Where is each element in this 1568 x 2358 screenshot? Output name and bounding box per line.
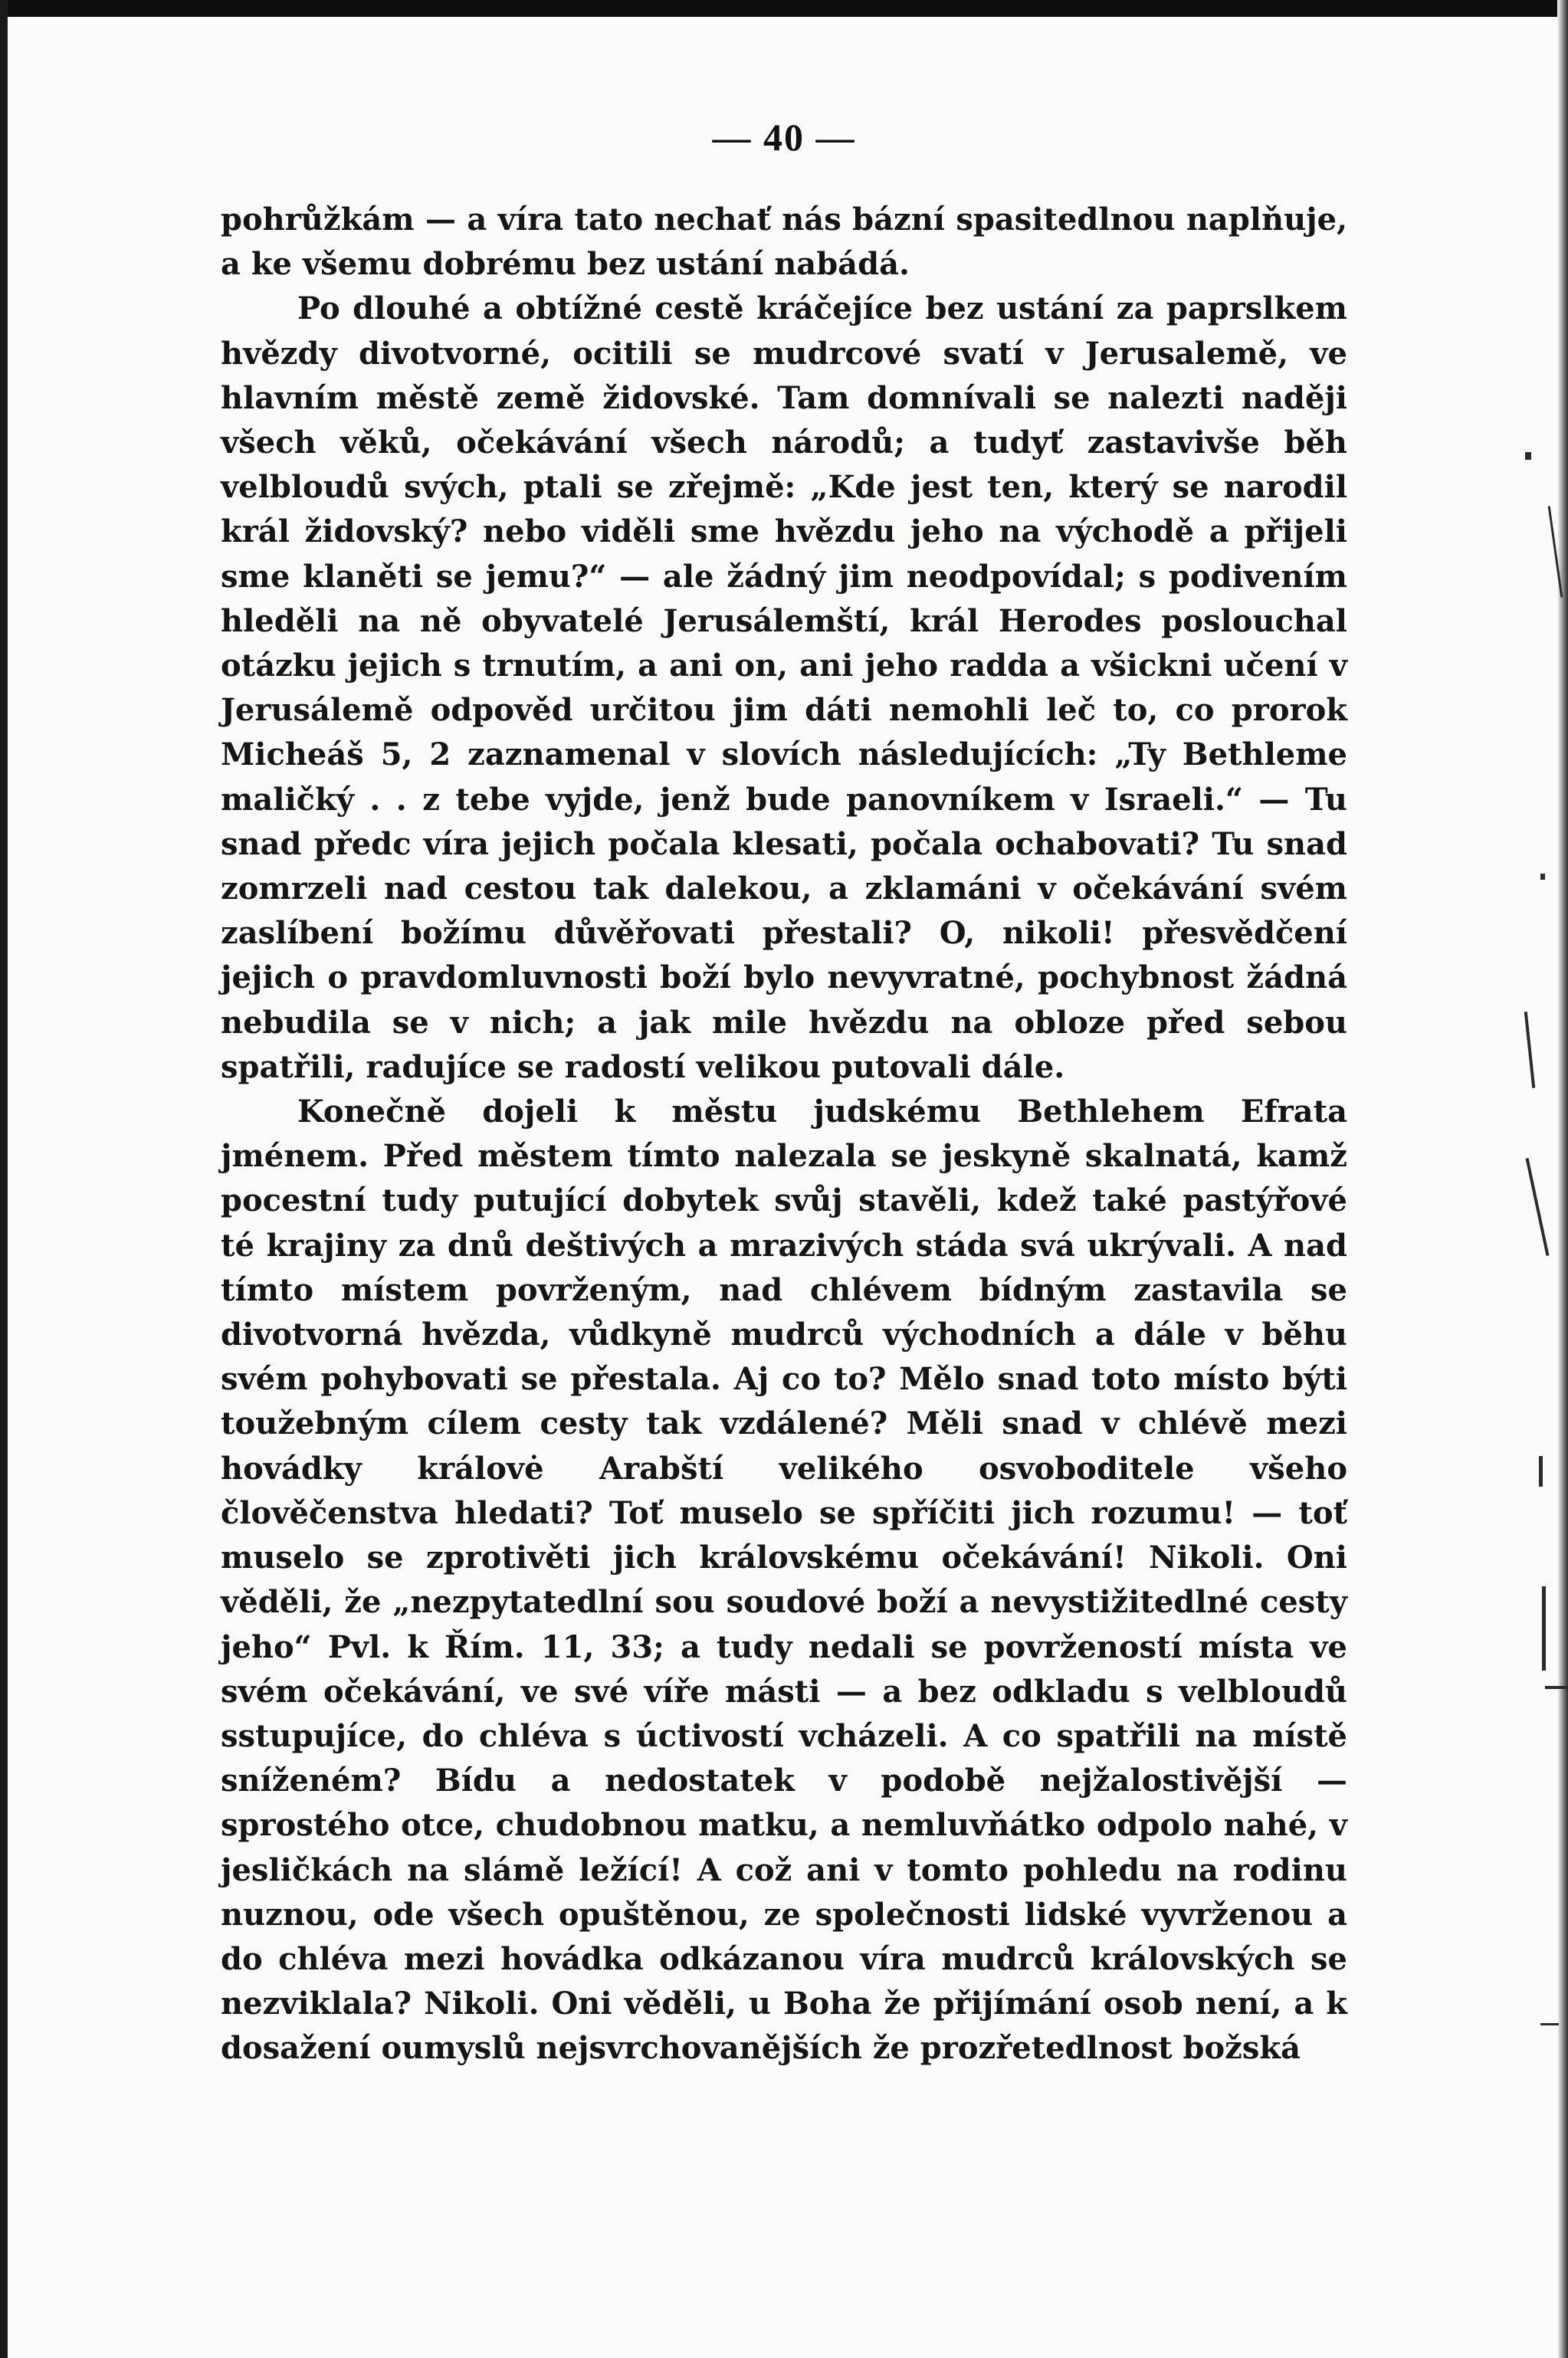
margin-mark: [1542, 1586, 1546, 1671]
margin-mark: [1540, 2023, 1559, 2025]
margin-mark: [1539, 1456, 1543, 1487]
paragraph-2: Po dlouhé a obtížné cestě kráčejíce bez ustání za paprslkem hvězdy divotvorné, ocitili se mudrcové svatí v Jerusalemě, ve hlavním městě země židovské. Tam domnívali se nalezti naději všech věků, očekávání všech národů; a tudyť zastavivše běh velbloudů svých, ptali se zřejmě: „Kde jest ten, který se narodil král židovský? nebo viděli sme hvězdu jeho na východě a přijeli sme klaněti se jemu?“ — ale žádný jim neodpovídal; s podivením hleděli na ně obyvatelé Jerusálemští, král Herodes poslouchal otázku jejich s trnutím, a ani on, ani jeho radda a všickni učení v Jerusálemě odpověd určitou jim dáti nemohli leč to, co prorok Micheáš 5, 2 zaznamenal v slovích následujících: „Ty Bethleme maličký . . z tebe vyjde, jenž bude panovníkem v Israeli.“ — Tu snad předc víra jejich počala klesati, počala ochabovati? Tu snad zomrzeli nad cestou tak dalekou, a zklamáni v očekávání svém zaslíbení božímu důvěřovati přestali? O, nikoli! přesvědčení jejich o pravdomluvnosti boží bylo nevyvratné, pochybnost žádná nebudila se v nich; a jak mile hvězdu na obloze před sebou spatřili, radujíce se radostí velikou putovali dále.: [221, 290, 1347, 1085]
paragraph-3: Konečně dojeli k městu judskému Bethlehem Efrata jménem. Před městem tímto nalezala se jeskyně skalnatá, kamž pocestní tudy putující dobytek svůj stavěli, kdež také pastýřové té krajiny za dnů deštivých a mrazivých stáda svá ukrývali. A nad tímto místem povrženým, nad chlévem bídným zastavila se divotvorná hvězda, vůdkyně mudrců východních a dále v běhu svém pohybovati se přestala. Aj co to? Mělo snad toto místo býti toužebným cílem cesty tak vzdálené? Měli snad v chlévě mezi hovádky královė Arabští velikého osvoboditele všeho člověčenstva hledati? Toť muselo se spříčiti jich rozumu! — toť muselo se zprotivěti jich královskému očekávání! Nikoli. Oni věděli, že „nezpytatedlní sou soudové boží a nevystižitedlné cesty jeho“ Pvl. k Řím. 11, 33; a tudy nedali se povržeností místa ve svém očekávání, ve své víře másti — a bez odkladu s velbloudů sstupujíce, do chléva s úctivostí vcházeli. A co spatřili na místě sníženém? Bídu a nedostatek v podobě nejžalostivější — sprostého otce, chudobnou matku, a nemluvňátko odpolo nahé, v jesličkách na slámě ležící! A což ani v tomto pohledu na rodinu nuznou, ode všech opuštěnou, ze společnosti lidské vyvrženou a do chléva mezi hovádka odkázanou víra mudrců královských se nezviklala? Nikoli. Oni věděli, u Boha že přijímání osob není, a k dosažení oumyslů nejsvrchovanějších že prozřetedlnost božská: [221, 1094, 1347, 2067]
page-number: — 40 —: [712, 116, 856, 159]
body-text: [221, 198, 1347, 2071]
margin-mark: [1540, 874, 1545, 880]
margin-mark: [1545, 1686, 1568, 1689]
paragraph-1: pohrůžkám — a víra tato nechať nás bázní spasitedlnou naplňuje, a ke všemu dobrému bez ustání nabádá.: [221, 202, 1347, 283]
scan-right-edge: [1557, 0, 1568, 2358]
margin-mark: [1526, 1158, 1550, 1256]
margin-mark: [1524, 1012, 1535, 1088]
scan-left-border: [0, 0, 8, 2358]
margin-mark: [1525, 452, 1531, 460]
scan-top-border: [0, 0, 1568, 17]
